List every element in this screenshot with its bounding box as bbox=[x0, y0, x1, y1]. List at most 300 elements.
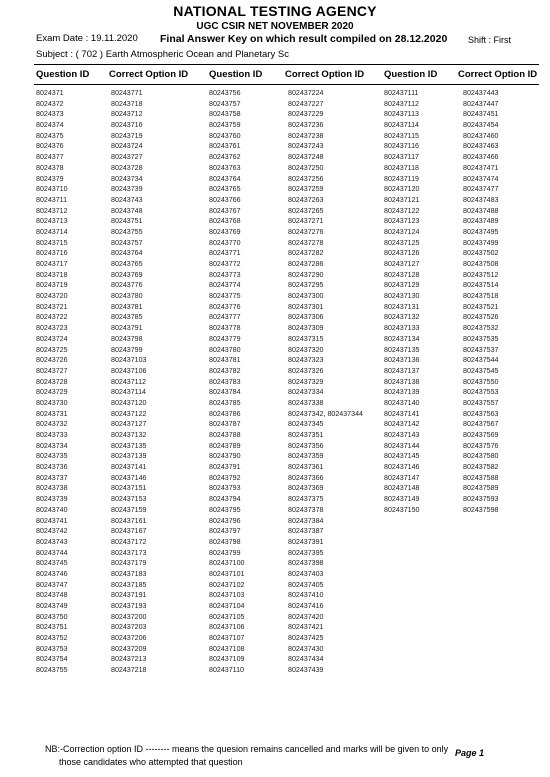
agency-title: NATIONAL TESTING AGENCY bbox=[173, 3, 377, 19]
subject-label: Subject : ( 702 ) Earth Atmospheric Ocean and Planetary Sc bbox=[36, 49, 289, 60]
table-row bbox=[0, 419, 550, 430]
table-row bbox=[0, 462, 550, 473]
correct-option-id-cell: 802437139 bbox=[111, 452, 147, 461]
correct-option-id-cell: 802437483 bbox=[463, 195, 499, 204]
table-row bbox=[0, 558, 550, 569]
question-id-cell: 80243797 bbox=[209, 527, 241, 536]
correct-option-id-cell: 80243769 bbox=[111, 270, 143, 279]
question-id-cell: 802437135 bbox=[384, 345, 420, 354]
correct-option-id-cell: 802437320 bbox=[288, 345, 324, 354]
table-row bbox=[0, 152, 550, 163]
question-id-cell: 802437147 bbox=[384, 473, 420, 482]
question-id-cell: 80243780 bbox=[209, 345, 241, 354]
exam-name: UGC CSIR NET NOVEMBER 2020 bbox=[196, 21, 354, 32]
correct-option-id-cell: 802437229 bbox=[288, 110, 324, 119]
question-id-cell: 80243792 bbox=[209, 473, 241, 482]
question-id-cell: 80243784 bbox=[209, 388, 241, 397]
correct-option-id-cell: 802437329 bbox=[288, 377, 324, 386]
table-row bbox=[0, 473, 550, 484]
question-id-cell: 80243747 bbox=[36, 580, 68, 589]
table-row bbox=[0, 612, 550, 623]
question-id-cell: 802437141 bbox=[384, 409, 420, 418]
question-id-cell: 802437134 bbox=[384, 334, 420, 343]
question-id-cell: 802437126 bbox=[384, 249, 420, 258]
question-id-cell: 802437142 bbox=[384, 420, 420, 429]
final-key-heading: Final Answer Key on which result compiled on 28.12.2020 bbox=[160, 33, 448, 45]
correct-option-id-cell: 802437403 bbox=[288, 569, 324, 578]
correct-option-id-cell: 802437323 bbox=[288, 356, 324, 365]
correct-option-id-cell: 802437512 bbox=[463, 270, 499, 279]
table-row bbox=[0, 131, 550, 142]
correct-option-id-cell: 802437375 bbox=[288, 495, 324, 504]
question-id-cell: 802437132 bbox=[384, 313, 420, 322]
correct-option-id-cell: 802437206 bbox=[111, 634, 147, 643]
question-id-cell: 802437140 bbox=[384, 398, 420, 407]
correct-option-id-cell: 802437535 bbox=[463, 334, 499, 343]
question-id-cell: 80243749 bbox=[36, 602, 68, 610]
correct-option-id-cell: 80243719 bbox=[111, 131, 143, 140]
table-row bbox=[0, 590, 550, 601]
table-row bbox=[0, 366, 550, 377]
correct-option-id-cell: 80243771 bbox=[111, 89, 143, 97]
question-id-cell: 80243750 bbox=[36, 612, 68, 621]
question-id-cell: 802437103 bbox=[209, 591, 245, 600]
table-row bbox=[0, 494, 550, 505]
correct-option-id-cell: 802437112 bbox=[111, 377, 146, 386]
question-id-cell: 802437118 bbox=[384, 163, 419, 172]
correct-option-id-cell: 802437236 bbox=[288, 121, 324, 130]
correct-option-id-cell: 802437263 bbox=[288, 195, 324, 204]
correct-option-id-cell: 802437508 bbox=[463, 260, 499, 268]
exam-date: Exam Date : 19.11.2020 bbox=[36, 33, 138, 44]
question-id-cell: 802437131 bbox=[384, 302, 420, 311]
correct-option-id-cell: 802437167 bbox=[111, 527, 147, 536]
question-id-cell: 802437115 bbox=[384, 131, 419, 140]
table-row bbox=[0, 334, 550, 345]
correct-option-id-cell: 802437191 bbox=[111, 591, 147, 600]
correct-option-id-cell: 802437567 bbox=[463, 420, 499, 429]
correct-option-id-cell: 80243791 bbox=[111, 324, 143, 333]
correct-option-id-cell: 802437256 bbox=[288, 174, 324, 183]
correct-option-id-cell: 802437518 bbox=[463, 292, 499, 301]
question-id-cell: 802437130 bbox=[384, 292, 420, 301]
question-id-cell: 80243740 bbox=[36, 505, 68, 514]
question-id-cell: 802437139 bbox=[384, 388, 420, 397]
table-row bbox=[0, 109, 550, 120]
question-id-cell: 80243798 bbox=[209, 537, 241, 546]
question-id-cell: 80243748 bbox=[36, 591, 68, 600]
correct-option-id-cell: 802437193 bbox=[111, 602, 147, 610]
correct-option-id-cell: 802437173 bbox=[111, 548, 147, 557]
correct-option-id-cell: 802437557 bbox=[463, 398, 499, 407]
correct-option-id-cell: 80243748 bbox=[111, 206, 143, 215]
question-id-cell: 80243785 bbox=[209, 398, 241, 407]
question-id-cell: 802437145 bbox=[384, 452, 420, 461]
table-row bbox=[0, 548, 550, 559]
correct-option-id-cell: 80243798 bbox=[111, 334, 143, 343]
question-id-cell: 80243779 bbox=[209, 334, 241, 343]
correct-option-id-cell: 802437151 bbox=[111, 484, 147, 493]
table-row bbox=[0, 516, 550, 527]
table-row bbox=[0, 195, 550, 206]
table-row bbox=[0, 644, 550, 655]
correct-option-id-cell: 802437391 bbox=[288, 537, 324, 546]
question-id-cell: 80243718 bbox=[36, 270, 68, 279]
table-row bbox=[0, 163, 550, 174]
correct-option-id-cell: 802437278 bbox=[288, 238, 324, 247]
correct-option-id-cell: 802437598 bbox=[463, 505, 499, 514]
correct-option-id-cell: 802437172 bbox=[111, 537, 147, 546]
question-id-cell: 80243773 bbox=[209, 270, 241, 279]
question-id-cell: 80243730 bbox=[36, 398, 68, 407]
question-id-cell: 80243714 bbox=[36, 227, 68, 236]
table-row bbox=[0, 291, 550, 302]
correct-option-id-cell: 802437326 bbox=[288, 366, 324, 375]
correct-option-id-cell: 802437295 bbox=[288, 281, 324, 290]
question-id-cell: 802437122 bbox=[384, 206, 420, 215]
correct-option-id-cell: 802437471 bbox=[463, 163, 499, 172]
correct-option-id-cell: 802437466 bbox=[463, 153, 499, 162]
correct-option-id-cell: 802437301 bbox=[288, 302, 324, 311]
correct-option-id-cell: 802437218 bbox=[111, 666, 147, 675]
correct-option-id-cell: 802437576 bbox=[463, 441, 499, 450]
table-row bbox=[0, 483, 550, 494]
question-id-cell: 802437129 bbox=[384, 281, 420, 290]
question-id-cell: 80243751 bbox=[36, 623, 68, 632]
correct-option-id-cell: 80243718 bbox=[111, 99, 143, 108]
question-id-cell: 80243712 bbox=[36, 206, 68, 215]
table-row bbox=[0, 441, 550, 452]
question-id-cell: 80243799 bbox=[209, 548, 241, 557]
correct-option-id-cell: 802437488 bbox=[463, 206, 499, 215]
correct-option-id-cell: 802437447 bbox=[463, 99, 499, 108]
question-id-cell: 80243761 bbox=[209, 142, 241, 151]
correct-option-id-cell: 802437282 bbox=[288, 249, 324, 258]
table-row bbox=[0, 206, 550, 217]
question-id-cell: 80243741 bbox=[36, 516, 68, 525]
correct-option-id-cell: 80243739 bbox=[111, 185, 143, 194]
question-id-cell: 80243765 bbox=[209, 185, 241, 194]
footer-note bbox=[45, 743, 465, 769]
question-id-cell: 80243738 bbox=[36, 484, 68, 493]
question-id-cell: 80243731 bbox=[36, 409, 68, 418]
correct-option-id-cell: 80243765 bbox=[111, 260, 143, 268]
footer-note-line-2: those candidates who attempted that question bbox=[59, 757, 243, 767]
column-header-question-id-1: Question ID bbox=[36, 69, 90, 80]
question-id-cell: 802437109 bbox=[209, 655, 245, 664]
footer-note-line-1: NB:-Correction option ID -------- means the quesion remains cancelled and marks will be given to only bbox=[45, 744, 449, 754]
correct-option-id-cell: 802437276 bbox=[288, 227, 324, 236]
question-id-cell: 80243756 bbox=[209, 89, 241, 97]
table-row bbox=[0, 398, 550, 409]
question-id-cell: 80243743 bbox=[36, 537, 68, 546]
question-id-cell: 802437116 bbox=[384, 142, 419, 151]
question-id-cell: 802437114 bbox=[384, 121, 419, 130]
question-id-cell: 80243755 bbox=[36, 666, 68, 675]
question-id-cell: 80243778 bbox=[209, 324, 241, 333]
correct-option-id-cell: 80243780 bbox=[111, 292, 143, 301]
correct-option-id-cell: 802437537 bbox=[463, 345, 499, 354]
correct-option-id-cell: 802437454 bbox=[463, 121, 499, 130]
correct-option-id-cell: 802437250 bbox=[288, 163, 324, 172]
question-id-cell: 802437128 bbox=[384, 270, 420, 279]
question-id-cell: 802437119 bbox=[384, 174, 419, 183]
question-id-cell: 80243710 bbox=[36, 185, 68, 194]
table-row bbox=[0, 88, 550, 99]
table-row bbox=[0, 526, 550, 537]
correct-option-id-cell: 802437227 bbox=[288, 99, 324, 108]
correct-option-id-cell: 80243776 bbox=[111, 281, 143, 290]
correct-option-id-cell: 80243781 bbox=[111, 302, 143, 311]
question-id-cell: 80243715 bbox=[36, 238, 68, 247]
correct-option-id-cell: 802437569 bbox=[463, 431, 499, 439]
question-id-cell: 802437113 bbox=[384, 110, 419, 119]
question-id-cell: 8024377 bbox=[36, 153, 64, 162]
question-id-cell: 80243786 bbox=[209, 409, 241, 418]
correct-option-id-cell: 802437342, 802437344 bbox=[288, 409, 363, 418]
question-id-cell: 80243795 bbox=[209, 505, 241, 514]
correct-option-id-cell: 802437425 bbox=[288, 634, 324, 643]
correct-option-id-cell: 80243764 bbox=[111, 249, 143, 258]
correct-option-id-cell: 802437209 bbox=[111, 644, 147, 653]
correct-option-id-cell: 802437550 bbox=[463, 377, 499, 386]
question-id-cell: 802437138 bbox=[384, 377, 420, 386]
correct-option-id-cell: 802437421 bbox=[288, 623, 324, 632]
correct-option-id-cell: 80243799 bbox=[111, 345, 143, 354]
correct-option-id-cell: 802437238 bbox=[288, 131, 324, 140]
correct-option-id-cell: 80243728 bbox=[111, 163, 143, 172]
question-id-cell: 80243721 bbox=[36, 302, 68, 311]
correct-option-id-cell: 802437103 bbox=[111, 356, 147, 365]
question-id-cell: 8024372 bbox=[36, 99, 64, 108]
table-row bbox=[0, 174, 550, 185]
question-id-cell: 802437146 bbox=[384, 463, 420, 472]
question-id-cell: 802437108 bbox=[209, 644, 245, 653]
correct-option-id-cell: 802437114 bbox=[111, 388, 146, 397]
question-id-cell: 802437110 bbox=[209, 666, 244, 675]
correct-option-id-cell: 802437477 bbox=[463, 185, 499, 194]
correct-option-id-cell: 802437359 bbox=[288, 452, 324, 461]
question-id-cell: 802437105 bbox=[209, 612, 245, 621]
table-row bbox=[0, 141, 550, 152]
correct-option-id-cell: 802437127 bbox=[111, 420, 147, 429]
correct-option-id-cell: 802437405 bbox=[288, 580, 324, 589]
question-id-cell: 80243767 bbox=[209, 206, 241, 215]
table-row bbox=[0, 537, 550, 548]
correct-option-id-cell: 802437366 bbox=[288, 473, 324, 482]
question-id-cell: 80243733 bbox=[36, 431, 68, 439]
correct-option-id-cell: 802437141 bbox=[111, 463, 147, 472]
correct-option-id-cell: 802437106 bbox=[111, 366, 147, 375]
question-id-cell: 80243757 bbox=[209, 99, 241, 108]
correct-option-id-cell: 802437384 bbox=[288, 516, 324, 525]
correct-option-id-cell: 802437532 bbox=[463, 324, 499, 333]
table-row bbox=[0, 601, 550, 612]
question-id-cell: 80243719 bbox=[36, 281, 68, 290]
correct-option-id-cell: 802437395 bbox=[288, 548, 324, 557]
correct-option-id-cell: 802437474 bbox=[463, 174, 499, 183]
question-id-cell: 802437133 bbox=[384, 324, 420, 333]
question-id-cell: 802437120 bbox=[384, 185, 420, 194]
correct-option-id-cell: 802437290 bbox=[288, 270, 324, 279]
question-id-cell: 802437136 bbox=[384, 356, 420, 365]
column-header-question-id-2: Question ID bbox=[209, 69, 263, 80]
question-id-cell: 80243716 bbox=[36, 249, 68, 258]
question-id-cell: 80243713 bbox=[36, 217, 68, 226]
correct-option-id-cell: 802437132 bbox=[111, 431, 147, 439]
question-id-cell: 80243742 bbox=[36, 527, 68, 536]
table-row bbox=[0, 622, 550, 633]
table-row bbox=[0, 355, 550, 366]
correct-option-id-cell: 802437265 bbox=[288, 206, 324, 215]
question-id-cell: 80243771 bbox=[209, 249, 241, 258]
question-id-cell: 802437125 bbox=[384, 238, 420, 247]
table-row bbox=[0, 505, 550, 516]
question-id-cell: 8024378 bbox=[36, 163, 64, 172]
correct-option-id-cell: 80243785 bbox=[111, 313, 143, 322]
question-id-cell: 802437104 bbox=[209, 602, 245, 610]
correct-option-id-cell: 802437460 bbox=[463, 131, 499, 140]
question-id-cell: 80243752 bbox=[36, 634, 68, 643]
question-id-cell: 802437100 bbox=[209, 559, 245, 568]
correct-option-id-cell: 802437185 bbox=[111, 580, 147, 589]
correct-option-id-cell: 802437588 bbox=[463, 473, 499, 482]
question-id-cell: 8024373 bbox=[36, 110, 64, 119]
correct-option-id-cell: 802437378 bbox=[288, 505, 324, 514]
correct-option-id-cell: 80243716 bbox=[111, 121, 143, 130]
question-id-cell: 80243723 bbox=[36, 324, 68, 333]
correct-option-id-cell: 802437203 bbox=[111, 623, 147, 632]
correct-option-id-cell: 802437387 bbox=[288, 527, 324, 536]
question-id-cell: 80243734 bbox=[36, 441, 68, 450]
question-id-cell: 80243762 bbox=[209, 153, 241, 162]
question-id-cell: 802437107 bbox=[209, 634, 245, 643]
correct-option-id-cell: 802437489 bbox=[463, 217, 499, 226]
question-id-cell: 80243783 bbox=[209, 377, 241, 386]
correct-option-id-cell: 802437553 bbox=[463, 388, 499, 397]
correct-option-id-cell: 802437580 bbox=[463, 452, 499, 461]
question-id-cell: 80243711 bbox=[36, 195, 68, 204]
correct-option-id-cell: 802437161 bbox=[111, 516, 147, 525]
question-id-cell: 80243781 bbox=[209, 356, 241, 365]
correct-option-id-cell: 80243734 bbox=[111, 174, 143, 183]
correct-option-id-cell: 802437416 bbox=[288, 602, 324, 610]
correct-option-id-cell: 802437315 bbox=[288, 334, 324, 343]
correct-option-id-cell: 802437159 bbox=[111, 505, 147, 514]
question-id-cell: 80243728 bbox=[36, 377, 68, 386]
question-id-cell: 802437121 bbox=[384, 195, 420, 204]
question-id-cell: 80243764 bbox=[209, 174, 241, 183]
question-id-cell: 80243769 bbox=[209, 227, 241, 236]
question-id-cell: 80243745 bbox=[36, 559, 68, 568]
table-row bbox=[0, 99, 550, 110]
question-id-cell: 80243727 bbox=[36, 366, 68, 375]
correct-option-id-cell: 802437345 bbox=[288, 420, 324, 429]
correct-option-id-cell: 802437179 bbox=[111, 559, 147, 568]
question-id-cell: 80243753 bbox=[36, 644, 68, 653]
correct-option-id-cell: 802437499 bbox=[463, 238, 499, 247]
correct-option-id-cell: 802437451 bbox=[463, 110, 499, 119]
correct-option-id-cell: 802437544 bbox=[463, 356, 499, 365]
table-row bbox=[0, 654, 550, 665]
correct-option-id-cell: 802437420 bbox=[288, 612, 324, 621]
question-id-cell: 802437149 bbox=[384, 495, 420, 504]
table-row bbox=[0, 259, 550, 270]
table-row bbox=[0, 377, 550, 388]
question-id-cell: 80243724 bbox=[36, 334, 68, 343]
correct-option-id-cell: 802437430 bbox=[288, 644, 324, 653]
correct-option-id-cell: 802437146 bbox=[111, 473, 147, 482]
correct-option-id-cell: 802437224 bbox=[288, 89, 324, 97]
correct-option-id-cell: 802437351 bbox=[288, 431, 324, 439]
question-id-cell: 8024376 bbox=[36, 142, 64, 151]
correct-option-id-cell: 802437306 bbox=[288, 313, 324, 322]
correct-option-id-cell: 802437463 bbox=[463, 142, 499, 151]
correct-option-id-cell: 802437286 bbox=[288, 260, 324, 268]
correct-option-id-cell: 802437122 bbox=[111, 409, 147, 418]
question-id-cell: 80243775 bbox=[209, 292, 241, 301]
question-id-cell: 802437102 bbox=[209, 580, 245, 589]
correct-option-id-cell: 802437443 bbox=[463, 89, 499, 97]
correct-option-id-cell: 802437356 bbox=[288, 441, 324, 450]
question-id-cell: 80243794 bbox=[209, 495, 241, 504]
question-id-cell: 80243736 bbox=[36, 463, 68, 472]
correct-option-id-cell: 802437589 bbox=[463, 484, 499, 493]
correct-option-id-cell: 80243757 bbox=[111, 238, 143, 247]
table-row bbox=[0, 312, 550, 323]
question-id-cell: 8024379 bbox=[36, 174, 64, 183]
question-id-cell: 80243722 bbox=[36, 313, 68, 322]
question-id-cell: 80243766 bbox=[209, 195, 241, 204]
correct-option-id-cell: 802437309 bbox=[288, 324, 324, 333]
question-id-cell: 802437144 bbox=[384, 441, 420, 450]
correct-option-id-cell: 802437334 bbox=[288, 388, 324, 397]
question-id-cell: 802437127 bbox=[384, 260, 420, 268]
correct-option-id-cell: 802437243 bbox=[288, 142, 324, 151]
correct-option-id-cell: 802437135 bbox=[111, 441, 147, 450]
question-id-cell: 80243789 bbox=[209, 441, 241, 450]
correct-option-id-cell: 802437183 bbox=[111, 569, 147, 578]
question-id-cell: 802437124 bbox=[384, 227, 420, 236]
table-row bbox=[0, 409, 550, 420]
table-row bbox=[0, 665, 550, 676]
question-id-cell: 802437150 bbox=[384, 505, 420, 514]
question-id-cell: 802437101 bbox=[209, 569, 245, 578]
question-id-cell: 80243754 bbox=[36, 655, 68, 664]
question-id-cell: 80243720 bbox=[36, 292, 68, 301]
question-id-cell: 802437117 bbox=[384, 153, 419, 162]
shift-label: Shift : First bbox=[468, 35, 512, 45]
correct-option-id-cell: 802437495 bbox=[463, 227, 499, 236]
table-row bbox=[0, 430, 550, 441]
correct-option-id-cell: 802437582 bbox=[463, 463, 499, 472]
question-id-cell: 80243787 bbox=[209, 420, 241, 429]
question-id-cell: 80243759 bbox=[209, 121, 241, 130]
question-id-cell: 802437123 bbox=[384, 217, 420, 226]
correct-option-id-cell: 802437514 bbox=[463, 281, 499, 290]
header-rule-bottom bbox=[34, 84, 539, 85]
correct-option-id-cell: 802437521 bbox=[463, 302, 499, 311]
question-id-cell: 80243725 bbox=[36, 345, 68, 354]
question-id-cell: 80243777 bbox=[209, 313, 241, 322]
correct-option-id-cell: 802437563 bbox=[463, 409, 499, 418]
question-id-cell: 80243746 bbox=[36, 569, 68, 578]
question-id-cell: 80243726 bbox=[36, 356, 68, 365]
correct-option-id-cell: 802437259 bbox=[288, 185, 324, 194]
correct-option-id-cell: 802437213 bbox=[111, 655, 147, 664]
table-row bbox=[0, 633, 550, 644]
question-id-cell: 802437137 bbox=[384, 366, 420, 375]
